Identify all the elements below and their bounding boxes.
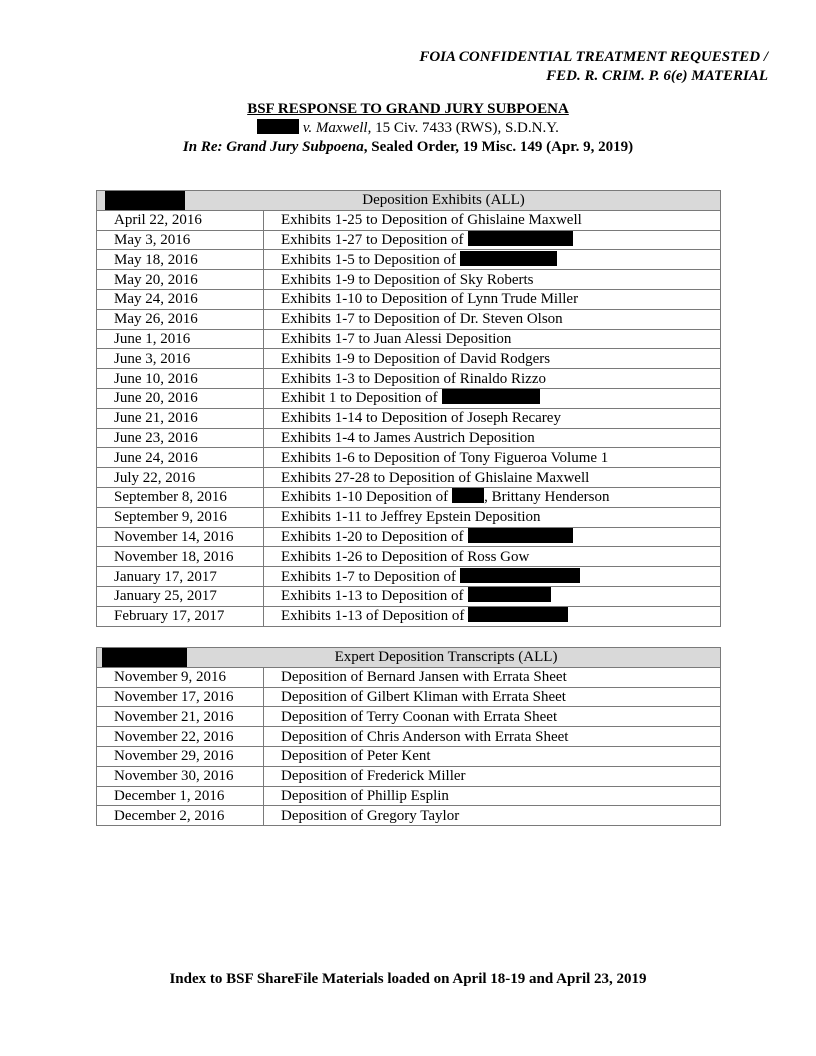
row-description xyxy=(264,468,721,488)
case-caption xyxy=(0,119,816,138)
table-row xyxy=(97,329,721,349)
case-caption-rest: , 15 Civ. 7433 (RWS), S.D.N.Y. xyxy=(367,120,559,136)
table-row xyxy=(97,349,721,369)
row-description xyxy=(264,507,721,527)
row-description xyxy=(264,527,721,547)
in-re-line xyxy=(0,138,816,157)
table-row xyxy=(97,766,721,786)
row-description-text: Deposition of Bernard Jansen with Errata Sheet xyxy=(281,669,567,686)
table-row xyxy=(97,567,721,587)
deposition-exhibits-rows xyxy=(97,210,721,626)
table-row xyxy=(97,547,721,567)
page-footer: Index to BSF ShareFile Materials loaded on April 18-19 and April 23, 2019 xyxy=(169,971,647,987)
row-description-text: Exhibits 1-10 to Deposition of Lynn Trude Miller xyxy=(281,291,579,308)
row-description xyxy=(264,746,721,766)
row-description xyxy=(264,448,721,468)
table-header-row xyxy=(97,648,721,668)
row-description xyxy=(264,230,721,250)
confidentiality-line-2: FED. R. CRIM. P. 6(e) MATERIAL xyxy=(546,68,768,84)
row-date: November 14, 2016 xyxy=(97,527,264,547)
row-description-text: Deposition of Chris Anderson with Errata Sheet xyxy=(281,728,569,745)
row-description-text: Exhibits 1-14 to Deposition of Joseph Recarey xyxy=(281,410,561,427)
row-description xyxy=(264,369,721,389)
row-date: June 1, 2016 xyxy=(97,329,264,349)
expert-transcripts-table xyxy=(96,647,721,826)
row-description xyxy=(264,309,721,329)
table-row xyxy=(97,270,721,290)
row-description xyxy=(264,250,721,270)
row-description-text: Exhibits 27-28 to Deposition of Ghislaine Maxwell xyxy=(281,469,590,486)
in-re-italic: In Re: Grand Jury Subpoena xyxy=(182,139,364,155)
row-description-text: Exhibits 1-26 to Deposition of Ross Gow xyxy=(281,548,530,565)
confidentiality-notice xyxy=(419,48,768,86)
row-description-text: Exhibits 1-20 to Deposition of xyxy=(281,528,464,545)
table-row xyxy=(97,369,721,389)
row-date: November 21, 2016 xyxy=(97,707,264,727)
document-title: BSF RESPONSE TO GRAND JURY SUBPOENA xyxy=(247,101,569,117)
row-description-text: Deposition of Phillip Esplin xyxy=(281,787,449,804)
row-description xyxy=(264,547,721,567)
table-row xyxy=(97,687,721,707)
row-description xyxy=(264,329,721,349)
redaction-bar xyxy=(460,251,557,266)
row-description-text: Exhibits 1-25 to Deposition of Ghislaine Maxwell xyxy=(281,212,582,229)
table-row xyxy=(97,388,721,408)
row-description xyxy=(264,727,721,747)
table-header-label: Deposition Exhibits (ALL) xyxy=(362,192,525,209)
table-row xyxy=(97,507,721,527)
table-row xyxy=(97,487,721,507)
expert-transcripts-rows xyxy=(97,667,721,825)
redaction-bar xyxy=(105,191,185,211)
table-header xyxy=(97,648,721,668)
row-description-text: Exhibits 1-10 Deposition of xyxy=(281,489,449,506)
table-row xyxy=(97,250,721,270)
row-description xyxy=(264,766,721,786)
row-description-text: Exhibits 1-4 to James Austrich Deposition xyxy=(281,429,535,446)
row-date: November 18, 2016 xyxy=(97,547,264,567)
case-caption-italic: v. Maxwell xyxy=(302,120,368,136)
row-description xyxy=(264,606,721,626)
row-description xyxy=(264,270,721,290)
row-description xyxy=(264,428,721,448)
redaction-bar xyxy=(460,568,580,583)
redaction-bar xyxy=(452,488,484,503)
table-header-row xyxy=(97,191,721,211)
row-date: June 23, 2016 xyxy=(97,428,264,448)
row-date: November 30, 2016 xyxy=(97,766,264,786)
row-date: June 20, 2016 xyxy=(97,388,264,408)
row-date: June 10, 2016 xyxy=(97,369,264,389)
row-date: December 1, 2016 xyxy=(97,786,264,806)
row-description-text: Exhibits 1-5 to Deposition of xyxy=(281,251,456,268)
row-description-suffix: , Brittany Henderson xyxy=(484,489,610,506)
table-row xyxy=(97,448,721,468)
row-description xyxy=(264,586,721,606)
row-date: June 24, 2016 xyxy=(97,448,264,468)
redaction-bar xyxy=(468,587,551,602)
table-row xyxy=(97,408,721,428)
row-description-text: Exhibits 1-7 to Juan Alessi Deposition xyxy=(281,330,512,347)
row-date: May 24, 2016 xyxy=(97,289,264,309)
document-heading xyxy=(0,100,816,157)
row-description xyxy=(264,210,721,230)
in-re-rest: , Sealed Order, 19 Misc. 149 (Apr. 9, 2019) xyxy=(363,139,634,155)
row-description-text: Exhibits 1-9 to Deposition of Sky Roberts xyxy=(281,271,534,288)
table-row xyxy=(97,606,721,626)
row-description-text: Exhibits 1-7 to Deposition of xyxy=(281,568,456,585)
row-date: February 17, 2017 xyxy=(97,606,264,626)
row-description xyxy=(264,667,721,687)
row-description xyxy=(264,487,721,507)
row-description-text: Deposition of Peter Kent xyxy=(281,748,431,765)
table-row xyxy=(97,746,721,766)
row-date: November 22, 2016 xyxy=(97,727,264,747)
deposition-exhibits-table xyxy=(96,190,721,627)
row-date: January 17, 2017 xyxy=(97,567,264,587)
row-date: November 17, 2016 xyxy=(97,687,264,707)
table-row xyxy=(97,527,721,547)
row-description-text: Deposition of Gilbert Kliman with Errata Sheet xyxy=(281,688,566,705)
row-date: January 25, 2017 xyxy=(97,586,264,606)
row-description-text: Exhibits 1-7 to Deposition of Dr. Steven Olson xyxy=(281,311,563,328)
table-row xyxy=(97,707,721,727)
row-description-text: Deposition of Gregory Taylor xyxy=(281,807,460,824)
table-row xyxy=(97,210,721,230)
row-description-text: Exhibits 1-3 to Deposition of Rinaldo Rizzo xyxy=(281,370,546,387)
row-description-text: Exhibits 1-27 to Deposition of xyxy=(281,231,464,248)
table-header-label: Expert Deposition Transcripts (ALL) xyxy=(334,649,558,666)
row-description-text: Exhibits 1-13 of Deposition of xyxy=(281,608,465,625)
table-row xyxy=(97,727,721,747)
row-description xyxy=(264,687,721,707)
table-row xyxy=(97,667,721,687)
row-description xyxy=(264,806,721,826)
row-description xyxy=(264,567,721,587)
row-description xyxy=(264,289,721,309)
table-row xyxy=(97,468,721,488)
redaction-bar xyxy=(257,119,299,134)
row-description xyxy=(264,707,721,727)
row-date: June 21, 2016 xyxy=(97,408,264,428)
row-description-text: Exhibits 1-9 to Deposition of David Rodgers xyxy=(281,350,551,367)
row-date: April 22, 2016 xyxy=(97,210,264,230)
table-row xyxy=(97,289,721,309)
row-description xyxy=(264,408,721,428)
row-date: September 8, 2016 xyxy=(97,487,264,507)
row-description xyxy=(264,388,721,408)
row-date: May 18, 2016 xyxy=(97,250,264,270)
row-description xyxy=(264,786,721,806)
row-date: July 22, 2016 xyxy=(97,468,264,488)
row-description-text: Deposition of Terry Coonan with Errata Sheet xyxy=(281,708,558,725)
row-description-text: Deposition of Frederick Miller xyxy=(281,768,466,785)
redaction-bar xyxy=(102,648,187,668)
confidentiality-line-1: FOIA CONFIDENTIAL TREATMENT REQUESTED / xyxy=(419,49,768,65)
row-description xyxy=(264,349,721,369)
table-row xyxy=(97,428,721,448)
table-row xyxy=(97,786,721,806)
redaction-bar xyxy=(468,607,568,622)
table-row xyxy=(97,230,721,250)
table-row xyxy=(97,309,721,329)
redaction-bar xyxy=(468,231,573,246)
row-date: May 3, 2016 xyxy=(97,230,264,250)
row-date: November 29, 2016 xyxy=(97,746,264,766)
row-description-text: Exhibits 1-13 to Deposition of xyxy=(281,588,464,605)
table-row xyxy=(97,806,721,826)
row-description-text: Exhibit 1 to Deposition of xyxy=(281,390,438,407)
row-date: June 3, 2016 xyxy=(97,349,264,369)
redaction-bar xyxy=(442,389,540,404)
row-date: May 20, 2016 xyxy=(97,270,264,290)
table-row xyxy=(97,586,721,606)
row-date: May 26, 2016 xyxy=(97,309,264,329)
row-date: September 9, 2016 xyxy=(97,507,264,527)
redaction-bar xyxy=(468,528,573,543)
row-description-text: Exhibits 1-6 to Deposition of Tony Figueroa Volume 1 xyxy=(281,449,609,466)
row-date: November 9, 2016 xyxy=(97,667,264,687)
table-header xyxy=(97,191,721,211)
row-description-text: Exhibits 1-11 to Jeffrey Epstein Deposition xyxy=(281,509,541,526)
row-date: December 2, 2016 xyxy=(97,806,264,826)
